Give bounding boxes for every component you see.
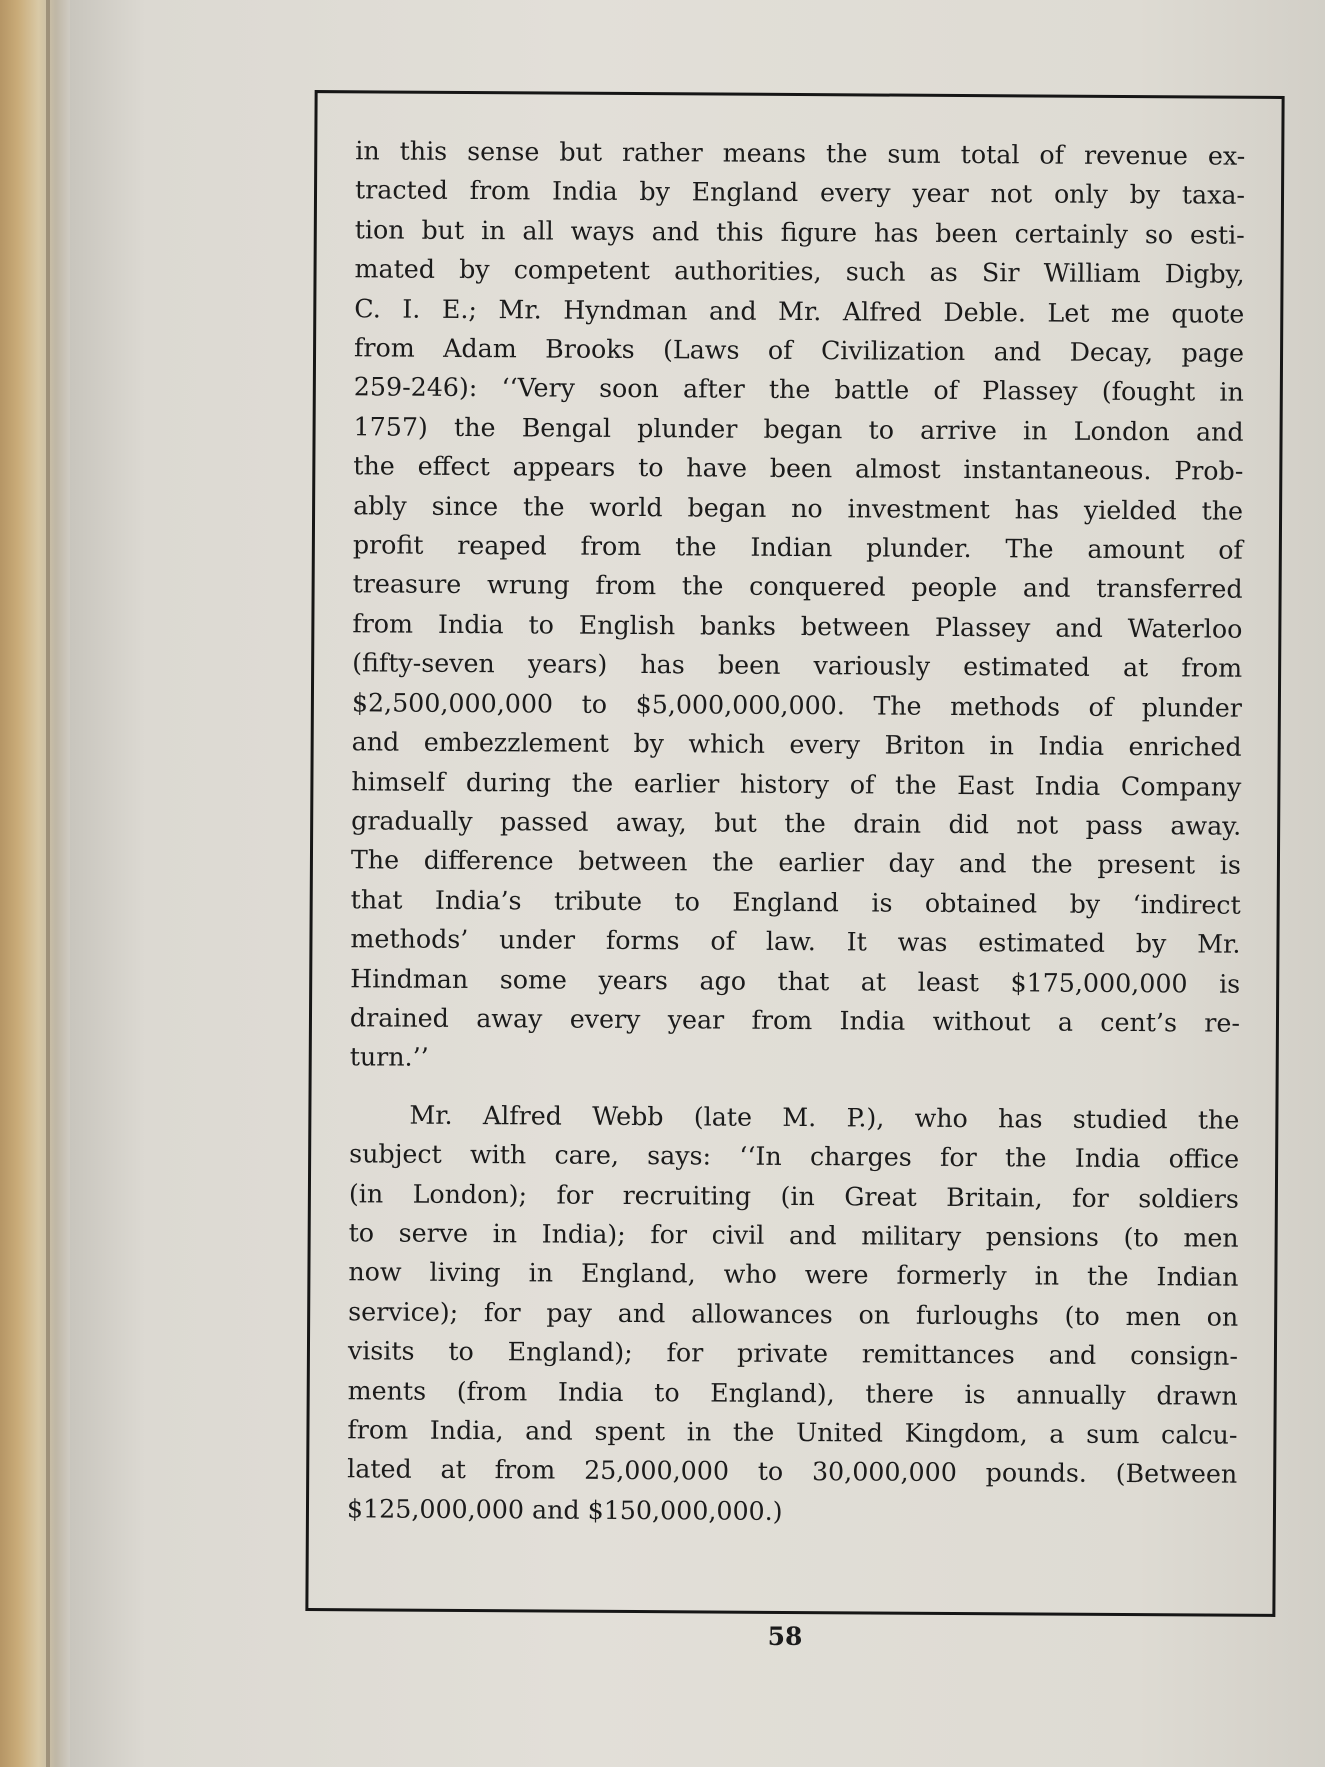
text-line: himself during the earlier history of the East India Company	[351, 766, 1242, 802]
bordered-text-frame	[305, 90, 1284, 1617]
paragraph-1	[350, 131, 1246, 1082]
text-line: ments (from India to England), there is annually drawn	[347, 1375, 1238, 1411]
page-number: 58	[767, 1622, 803, 1651]
text-line: in this sense but rather means the sum total of revenue ex-	[355, 136, 1246, 171]
text-line: The difference between the earlier day and the present is	[350, 845, 1242, 881]
body-text	[347, 131, 1246, 1534]
text-line: that India’s tribute to England is obtained by ‘indirect	[350, 885, 1241, 920]
text-line: 259-246): ‘‘Very soon after the battle of Plassey (fought in	[353, 372, 1244, 408]
text-line: from India, and spent in the United Kingdom, a sum calcu-	[347, 1415, 1238, 1450]
book-spine-edge	[0, 0, 70, 1767]
text-line: and embezzlement by which every Briton in India enriched	[351, 727, 1242, 762]
text-line: the effect appears to have been almost instantaneous. Prob-	[353, 451, 1244, 486]
text-line: gradually passed away, but the drain did not pass away.	[351, 806, 1242, 841]
text-line: to serve in India); for civil and military pensions (to men	[348, 1218, 1239, 1253]
text-line: mated by competent authorities, such as Sir William Digby,	[354, 254, 1245, 289]
text-line: $125,000,000 and $150,000,000.)	[346, 1494, 783, 1526]
text-line: service); for pay and allowances on furloughs (to men on	[348, 1297, 1239, 1332]
book-page	[70, 0, 1325, 1767]
paragraph-2	[347, 1095, 1240, 1534]
text-line: visits to England); for private remittances and consign-	[347, 1336, 1239, 1371]
text-line: ably since the world began no investment has yielded the	[353, 490, 1244, 526]
text-line: (in London); for recruiting (in Great Britain, for soldiers	[348, 1178, 1239, 1214]
text-line: drained away every year from India without a cent’s re-	[349, 1003, 1241, 1038]
text-line: turn.’’	[349, 1042, 429, 1073]
text-line: tion but in all ways and this figure has been certainly so esti-	[354, 215, 1245, 250]
text-line: from India to English banks between Plassey and Waterloo	[352, 609, 1243, 644]
text-line: Mr. Alfred Webb (late M. P.), who has studied the	[409, 1100, 1240, 1135]
text-line: methods’ under forms of law. It was estimated by Mr.	[350, 924, 1241, 959]
text-line: subject with care, says: ‘‘In charges for the India office	[349, 1139, 1240, 1174]
text-line: (fifty-seven years) has been variously estimated at from	[352, 648, 1243, 684]
text-line: 1757) the Bengal plunder began to arrive in London and	[353, 412, 1244, 447]
text-line: tracted from India by England every year not only by taxa-	[354, 175, 1246, 211]
spine-shadow	[46, 0, 50, 1767]
text-line: from Adam Brooks (Laws of Civilization and Decay, page	[353, 333, 1245, 368]
text-line: treasure wrung from the conquered people and transferred	[352, 569, 1243, 605]
text-line: $2,500,000,000 to $5,000,000,000. The methods of plunder	[351, 687, 1242, 723]
text-line: now living in England, who were formerly in the Indian	[348, 1257, 1239, 1293]
text-line: Hindman some years ago that at least $175,000,000 is	[350, 963, 1241, 999]
text-line: lated at from 25,000,000 to 30,000,000 pounds. (Between	[347, 1454, 1238, 1490]
text-line: profit reaped from the Indian plunder. The amount of	[352, 530, 1243, 565]
text-line: C. I. E.; Mr. Hyndman and Mr. Alfred Deble. Let me quote	[354, 293, 1245, 329]
